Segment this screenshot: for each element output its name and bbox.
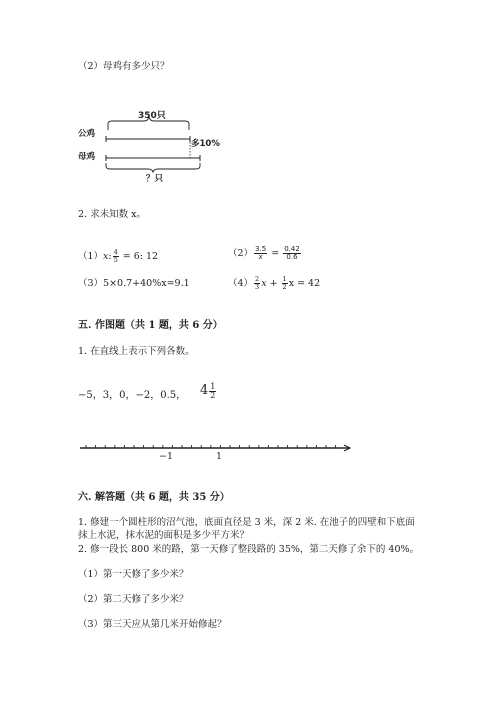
more-percent-label: 多10% (191, 139, 220, 149)
mixed-number-num: 1 (210, 381, 216, 391)
s6-question-1-line-2: 抹上水泥，抹水泥的面积是多少平方米？ (78, 530, 250, 541)
question-solve-x-title: 2. 求未知数 x。 (78, 209, 146, 220)
eq1-fraction-num: 4 (113, 248, 118, 256)
eq1-number: （1） (78, 251, 104, 262)
s6-question-2: 2. 修一段长 800 米的路，第一天修了整段路的 35%，第二天修了余下的 40%。 (78, 544, 420, 555)
eq1-fraction-den: 5 (113, 256, 118, 264)
question-hens-count: （2）母鸡有多少只？ (78, 61, 170, 72)
s6-question-1-line-1: 1. 修建一个圆柱形的沼气池，底面直径是 3 米，深 2 米. 在池子的四壁和下底面 (78, 517, 415, 528)
eq4-a-num: 2 (255, 275, 260, 283)
tick-label-1: 1 (216, 451, 223, 462)
equation-3: （3）5×0.7+40%x=9.1 (78, 278, 190, 289)
eq4-rest: x = 42 (288, 278, 321, 289)
hen-total-label: ？只 (146, 174, 164, 184)
numberline-instruction: 1. 在直线上表示下列各数。 (78, 346, 195, 357)
eq1-rest: = 6: 12 (119, 251, 159, 262)
eq4-x-term: x + (261, 278, 281, 289)
eq2-left-num: 3.5 (255, 245, 267, 253)
number-line-axis (80, 445, 350, 451)
eq1-x: x (103, 251, 109, 262)
mixed-number-whole: 4 (200, 383, 209, 398)
section-5-title: 五. 作图题（共 1 题，共 6 分） (78, 320, 223, 331)
s6-question-2-part-3: （3）第三天应从第几米开始修起？ (78, 619, 227, 630)
eq2-equals: = (268, 248, 283, 259)
eq4-b-den: 2 (282, 283, 287, 291)
eq4-number: （4） (228, 278, 254, 289)
total-label: 350只 (138, 111, 166, 121)
hen-label: 母鸡 (78, 152, 96, 162)
section-6-title: 六. 解答题（共 6 题，共 35 分） (78, 492, 230, 503)
eq2-number: （2） (228, 248, 254, 259)
eq4-a-den: 3 (255, 283, 260, 291)
rooster-label: 公鸡 (78, 129, 96, 139)
eq2-left-den: x (258, 253, 263, 261)
s6-question-2-part-1: （1）第一天修了多少米？ (78, 569, 189, 580)
eq1-colon: : (108, 251, 112, 262)
eq2-right-num: 0.42 (284, 245, 300, 253)
numbers-to-plot: −5，3，0，−2，0.5， (78, 390, 187, 401)
eq4-b-num: 1 (282, 275, 287, 283)
eq2-right-den: 0.6 (286, 253, 298, 261)
mixed-number-den: 2 (210, 390, 216, 400)
tick-label-neg1: −1 (159, 451, 174, 462)
s6-question-2-part-2: （2）第二天修了多少米？ (78, 594, 189, 605)
